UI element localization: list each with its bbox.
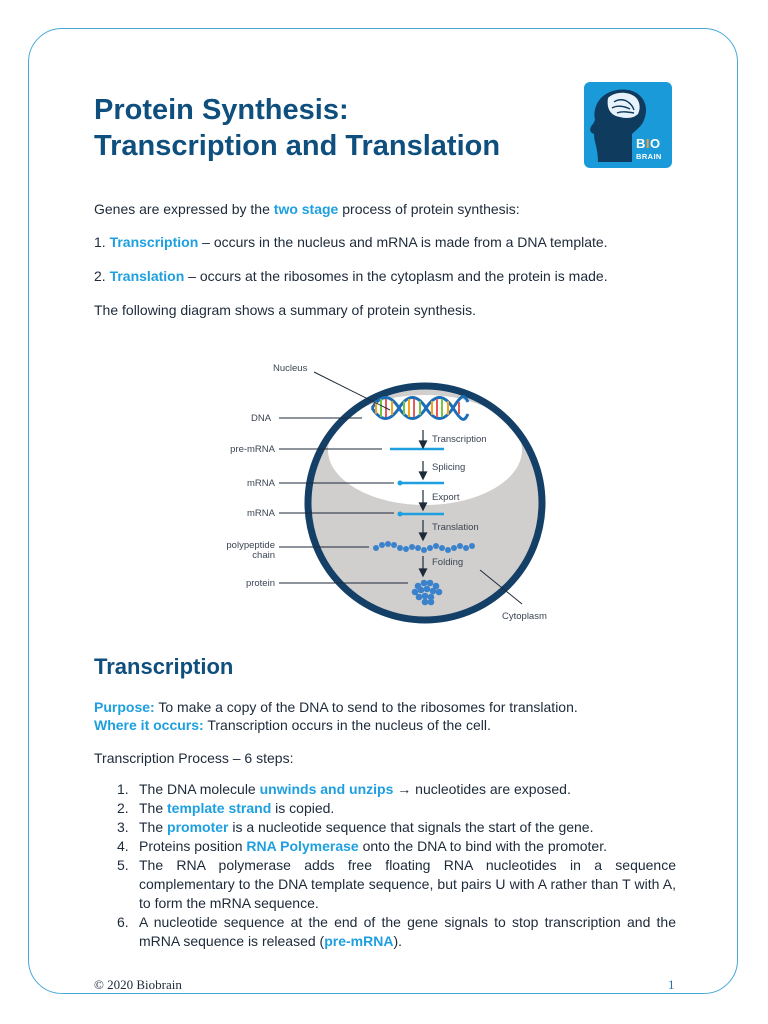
- step-transcription: Transcription: [432, 434, 487, 445]
- intro-genes: Genes are expressed by the two stage process of protein synthesis:: [94, 201, 520, 217]
- mrna-cap-nucleus: [398, 481, 403, 486]
- label-protein: protein: [245, 578, 275, 589]
- purpose-line: Purpose: To make a copy of the DNA to send to the ribosomes for translation.: [94, 699, 578, 715]
- protein-synthesis-diagram: [204, 356, 584, 626]
- logo-bio-text: BIO: [636, 136, 661, 151]
- diagram-intro: The following diagram shows a summary of protein synthesis.: [94, 302, 477, 318]
- title-line-1: Protein Synthesis:: [94, 94, 349, 126]
- transcription-highlight: Transcription: [109, 234, 199, 250]
- step-splicing: Splicing: [432, 462, 466, 473]
- transcription-steps-list: [94, 780, 676, 951]
- purpose-label: Purpose:: [94, 699, 155, 715]
- list-item: 1. The DNA molecule unwinds and unzips → nucleotides are exposed.: [117, 781, 571, 797]
- mrna-cap-cytoplasm: [398, 512, 403, 517]
- page-title: [94, 92, 500, 164]
- list-item: 6. A nucleotide sequence at the end of the gene signals to stop transcription and the mRNA sequence is released (pre-mRNA).: [117, 914, 676, 949]
- translation-highlight: Translation: [109, 268, 185, 284]
- process-title: Transcription Process – 6 steps:: [94, 750, 294, 766]
- step-folding: Folding: [432, 557, 464, 568]
- label-mrna-1: mRNA: [247, 478, 275, 489]
- label-pre-mrna: pre-mRNA: [230, 444, 275, 455]
- label-polypeptide: polypeptide: [226, 540, 275, 551]
- step-export: Export: [432, 492, 460, 503]
- label-dna: DNA: [251, 413, 272, 424]
- title-line-2: Transcription and Translation: [94, 130, 501, 162]
- label-mrna-2: mRNA: [247, 508, 275, 519]
- list-item: 4. Proteins position RNA Polymerase onto the DNA to bind with the promoter.: [117, 838, 607, 854]
- transcription-heading: Transcription: [94, 654, 234, 679]
- two-stage-highlight: two stage: [273, 201, 339, 217]
- where-line: Where it occurs: Transcription occurs in the nucleus of the cell.: [94, 717, 491, 733]
- where-label: Where it occurs:: [94, 717, 204, 733]
- label-chain: chain: [252, 550, 275, 561]
- page-number: 1: [668, 977, 675, 992]
- label-cytoplasm: Cytoplasm: [502, 611, 547, 622]
- label-nucleus: Nucleus: [273, 363, 308, 374]
- footer-copyright: © 2020 Biobrain: [94, 977, 182, 992]
- list-item: 2. The template strand is copied.: [117, 800, 335, 816]
- list-item: 3. The promoter is a nucleotide sequence that signals the start of the gene.: [117, 819, 594, 835]
- biobrain-logo: [584, 82, 672, 168]
- logo-brain-text: BRAIN: [636, 152, 662, 161]
- intro-item-translation: 2. Translation – occurs at the ribosomes in the cytoplasm and the protein is made.: [94, 268, 608, 284]
- step-translation: Translation: [432, 522, 479, 533]
- list-item: 5. The RNA polymerase adds free floating RNA nucleotides in a sequence complementary to the DNA template sequence, but pairs U with A rather than T with A, to form the mRNA sequence.: [117, 857, 676, 911]
- intro-item-transcription: 1. Transcription – occurs in the nucleus and mRNA is made from a DNA template.: [94, 234, 608, 250]
